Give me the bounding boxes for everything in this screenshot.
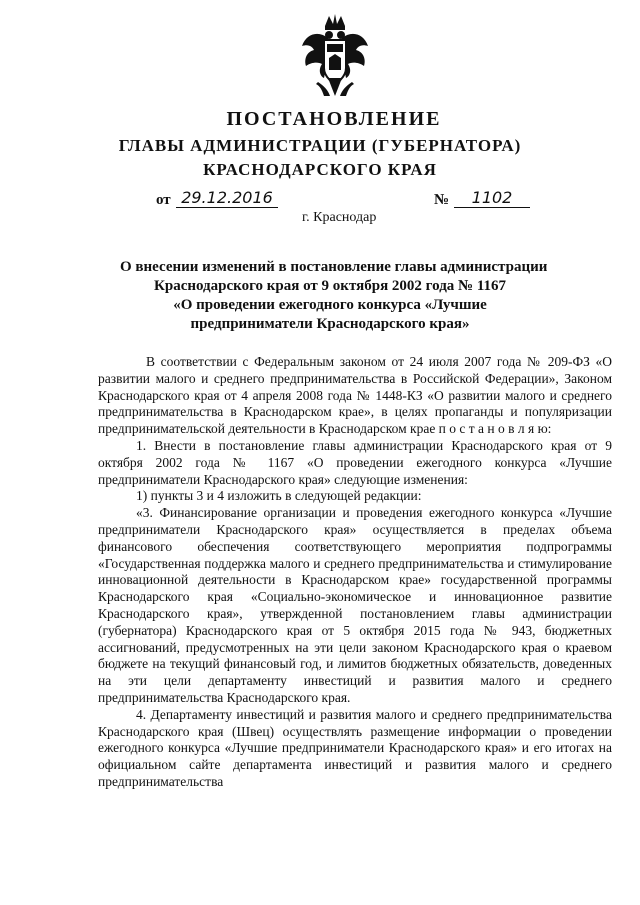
document-body — [98, 354, 612, 791]
title-line: предприниматели Краснодарского края» — [190, 316, 470, 332]
body-paragraph: В соответствии с Федеральным законом от 24 июля 2007 года № 209-ФЗ «О развитии малого и среднего предпринимательства в Российской Федерации», Законом Краснодарского края от 4 апреля 2008 года № 1448-КЗ «О развитии малого и среднего предпринимательства в Краснодарском крае», в целях пропаганды и популяризации предпринимательской деятельности в Краснодарском крае п о с т а н о в л я ю: — [98, 354, 612, 437]
document-number: 1102 — [454, 188, 530, 208]
body-paragraph: «3. Финансирование организации и проведения ежегодного конкурса «Лучшие предприниматели Краснодарского края» осуществляется в пределах объема финансового обеспечения соответствующего мероприятия подпрограммы «Государственная поддержка малого и среднего предпринимательства и стимулирование инновационной деятельности в Краснодарском крае» государственной программы Краснодарского края «Социально-экономическое и инновационное развитие Краснодарского края», утвержденной постановлением главы администрации (губернатора) Краснодарского края от 5 октября 2015 года № 943, бюджетных ассигнований, предусмотренных на эти цели законом Краснодарского края о краевом бюджете на текущий финансовый год, и лимитов бюджетных обязательств, доведенных на эти цели департаменту инвестиций и развития малого и среднего предпринимательства Краснодарского края. — [98, 505, 612, 705]
date-number-line — [0, 188, 640, 212]
document-title — [120, 258, 548, 334]
title-line: Краснодарского края от 9 октября 2002 года № 1167 — [153, 278, 507, 294]
date-prefix: от — [156, 192, 171, 208]
body-paragraph: 1. Внести в постановление главы администрации Краснодарского края от 9 октября 2002 года № 1167 «О проведении ежегодного конкурса «Лучшие предприниматели Краснодарского края» следующие изменения: — [98, 437, 612, 487]
title-line: «О проведении ежегодного конкурса «Лучшие — [173, 297, 487, 313]
body-paragraph: 1) пункты 3 и 4 изложить в следующей редакции: — [136, 488, 422, 504]
document-date: 29.12.2016 — [176, 188, 278, 208]
title-line: О внесении изменений в постановление главы администрации — [120, 259, 548, 275]
document-type-heading: ПОСТАНОВЛЕНИЕ — [226, 108, 442, 130]
number-prefix: № — [434, 192, 450, 208]
body-paragraph: 4. Департаменту инвестиций и развития малого и среднего предпринимательства Краснодарского края (Швец) осуществлять размещение информации о проведении ежегодного конкурса «Лучшие предприниматели Краснодарского края» и его итогах на официальном сайте департамента инвестиций и развития малого и среднего предпринимательства — [98, 706, 612, 789]
city-label: г. Краснодар — [302, 210, 377, 225]
issuer-heading: ГЛАВЫ АДМИНИСТРАЦИИ (ГУБЕРНАТОРА) — [118, 136, 522, 155]
coat-of-arms-icon — [298, 12, 372, 98]
region-heading: КРАСНОДАРСКОГО КРАЯ — [203, 160, 437, 179]
